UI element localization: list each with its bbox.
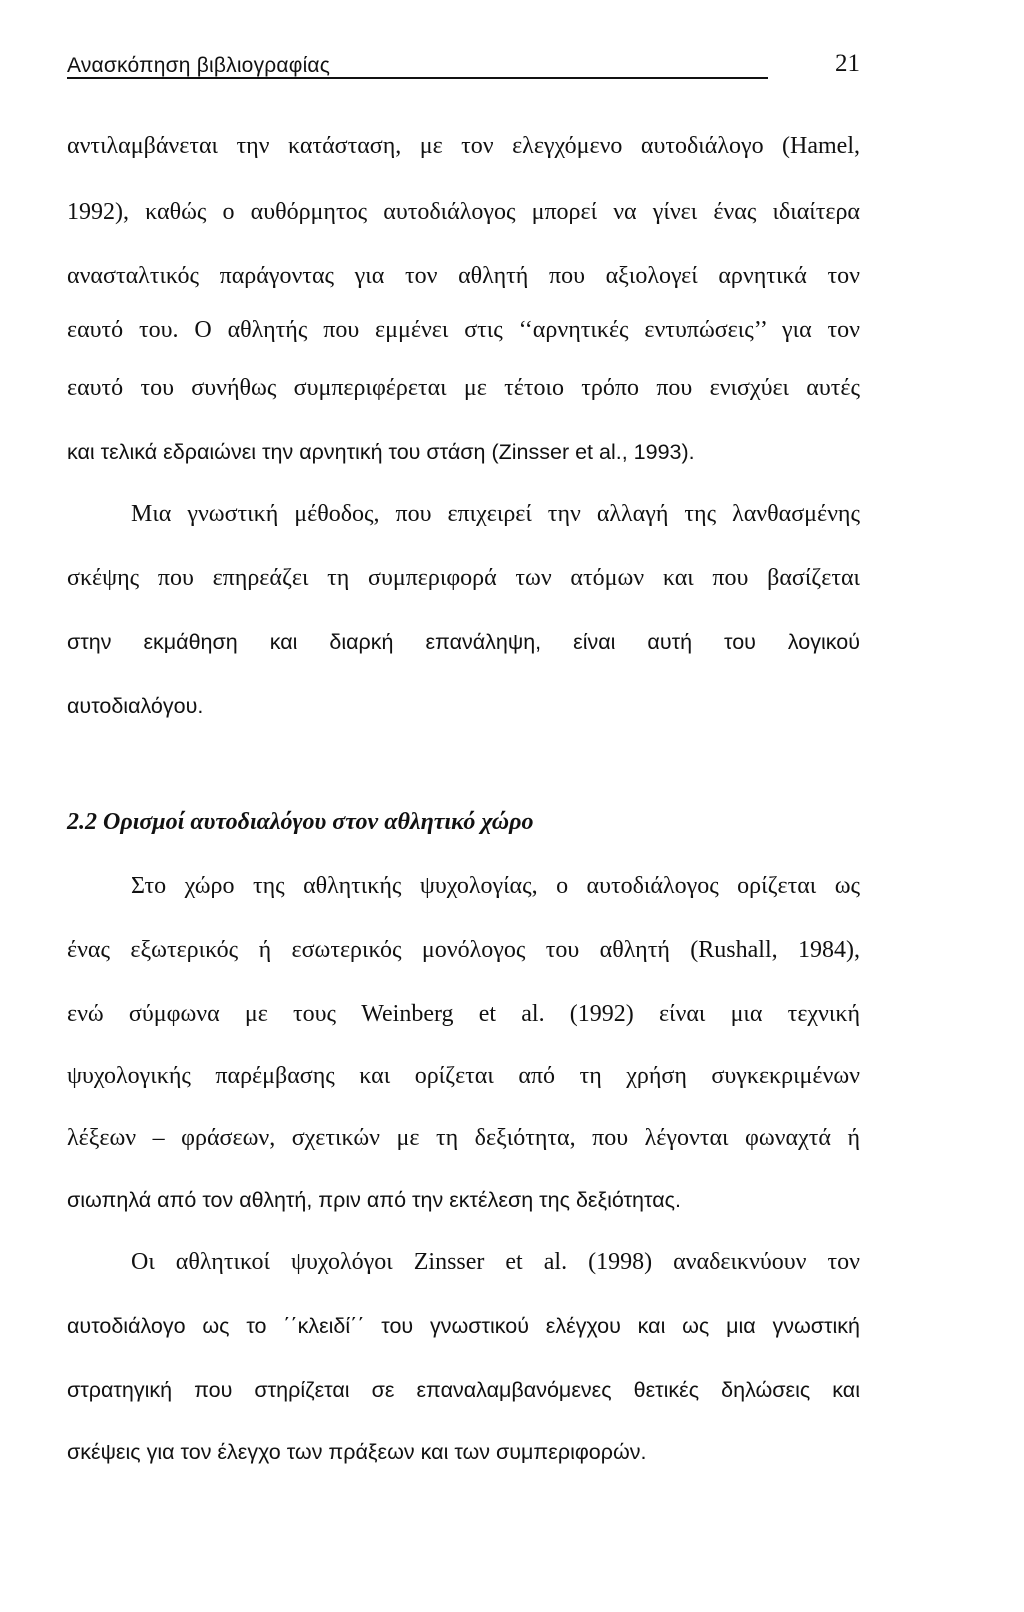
- text-line: ένας εξωτερικός ή εσωτερικός μονόλογος του αθλητή (Rushall, 1984),: [67, 937, 860, 963]
- running-header: [67, 50, 860, 84]
- text-line: εαυτό του. Ο αθλητής που εμμένει στις ‘‘αρνητικές εντυπώσεις’’ για τον: [67, 317, 860, 343]
- text-line: Οι αθλητικοί ψυχολόγοι Zinsser et al. (1998) αναδεικνύουν τον: [131, 1249, 860, 1275]
- running-title: Ανασκόπηση βιβλιογραφίας: [67, 54, 331, 77]
- text-line: ψυχολογικής παρέμβασης και ορίζεται από τη χρήση συγκεκριμένων: [67, 1063, 860, 1089]
- text-line: στην εκμάθηση και διαρκή επανάληψη, είναι αυτή του λογικού: [67, 630, 860, 654]
- text-line: λέξεων – φράσεων, σχετικών με τη δεξιότητα, που λέγονται φωναχτά ή: [67, 1125, 860, 1151]
- text-line: αντιλαμβάνεται την κατάσταση, με τον ελεγχόμενο αυτοδιάλογο (Hamel,: [67, 133, 860, 159]
- page-number: 21: [835, 50, 860, 77]
- text-line: Στο χώρο της αθλητικής ψυχολογίας, ο αυτοδιάλογος ορίζεται ως: [131, 873, 860, 899]
- text-line: σιωπηλά από τον αθλητή, πριν από την εκτέλεση της δεξιότητας.: [67, 1188, 681, 1212]
- text-line: αυτοδιαλόγου.: [67, 694, 204, 718]
- header-rule: [67, 77, 768, 79]
- text-line: σκέψεις για τον έλεγχο των πράξεων και των συμπεριφορών.: [67, 1440, 647, 1464]
- text-line: 1992), καθώς ο αυθόρμητος αυτοδιάλογος μπορεί να γίνει ένας ιδιαίτερα: [67, 199, 860, 225]
- text-line: στρατηγική που στηρίζεται σε επαναλαμβανόμενες θετικές δηλώσεις και: [67, 1378, 860, 1402]
- text-line: αυτοδιάλογο ως το ΄΄κλειδί΄΄ του γνωστικού ελέγχου και ως μια γνωστική: [67, 1314, 860, 1338]
- text-line: εαυτό του συνήθως συμπεριφέρεται με τέτοιο τρόπο που ενισχύει αυτές: [67, 375, 860, 401]
- text-line: ενώ σύμφωνα με τους Weinberg et al. (1992) είναι μια τεχνική: [67, 1001, 860, 1027]
- text-line: ανασταλτικός παράγοντας για τον αθλητή που αξιολογεί αρνητικά τον: [67, 263, 860, 289]
- text-line: και τελικά εδραιώνει την αρνητική του στάση (Zinsser et al., 1993).: [67, 440, 695, 464]
- text-line: σκέψης που επηρεάζει τη συμπεριφορά των ατόμων και που βασίζεται: [67, 565, 860, 591]
- section-heading: 2.2 Ορισμοί αυτοδιαλόγου στον αθλητικό χώρο: [67, 809, 534, 835]
- text-line: Μια γνωστική μέθοδος, που επιχειρεί την αλλαγή της λανθασμένης: [131, 501, 860, 527]
